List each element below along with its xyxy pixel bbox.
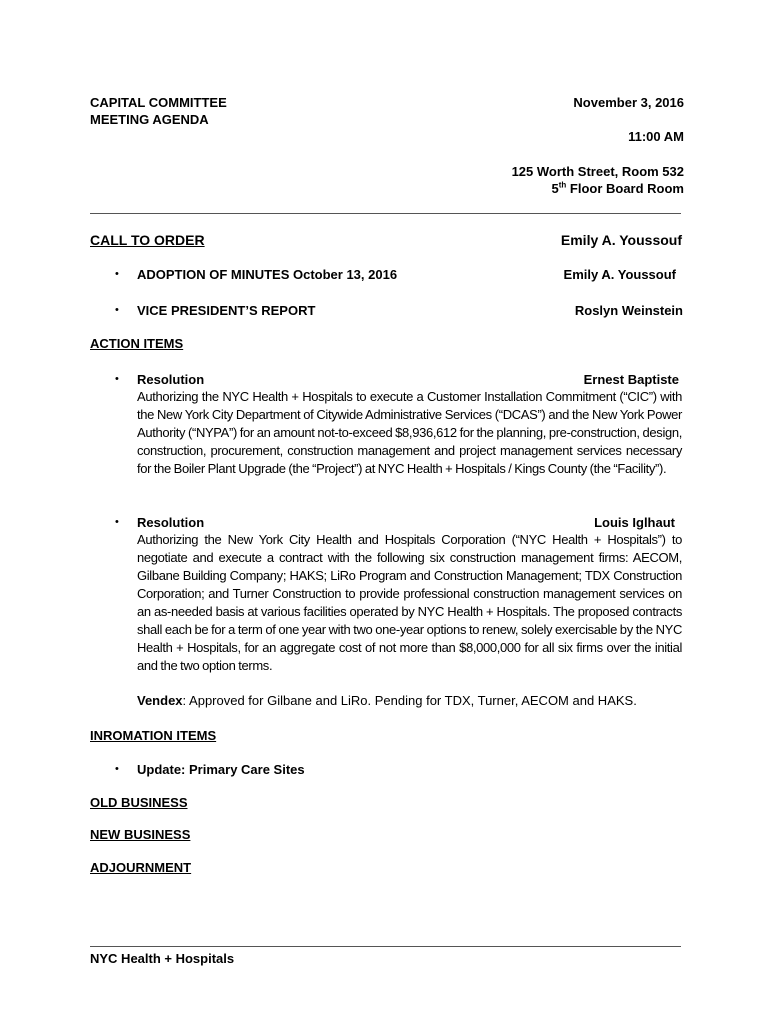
update-item: Update: Primary Care Sites [137, 762, 305, 777]
bullet-icon: • [115, 763, 119, 775]
resolution-1-label: Resolution [137, 372, 205, 387]
footer-text: NYC Health + Hospitals [90, 951, 235, 966]
header-divider [90, 213, 681, 214]
bullet-icon: • [115, 516, 119, 528]
resolution-1-presenter: Ernest Baptiste [583, 372, 679, 387]
committee-title: CAPITAL COMMITTEE [90, 95, 227, 110]
resolution-2-presenter: Louis Iglhaut [594, 515, 675, 530]
meeting-time: 11:00 AM [628, 129, 684, 144]
resolution-1-text: Authorizing the NYC Health + Hospitals to execute a Customer Installation Commitment (“CIC”) with the New York City Department of Citywide Administrative Services (“DCAS”) and the New York Power Authority (“NYPA”) for an amount not-to-exceed $8,936,612 for the planning, pre-construction, design, construction, procurement, construction management and project management services necessary for the Boiler Plant Upgrade (the “Project”) at NYC Health + Hospitals / Kings County (the “Facility”). [137, 389, 682, 476]
vendex-text: : Approved for Gilbane and LiRo. Pending for TDX, Turner, AECOM and HAKS. [182, 693, 637, 708]
footer-divider [90, 946, 681, 947]
new-business-heading: NEW BUSINESS [90, 827, 191, 842]
vendex-label: Vendex [137, 693, 183, 708]
old-business-heading: OLD BUSINESS [90, 795, 188, 810]
bullet-icon: • [115, 268, 119, 280]
call-to-order-heading: CALL TO ORDER [90, 232, 205, 248]
floor-room: Floor Board Room [569, 181, 684, 196]
information-items-heading: INROMATION ITEMS [90, 728, 217, 743]
floor-number: 5 [551, 181, 559, 196]
minutes-presenter: Emily A. Youssouf [563, 267, 676, 282]
resolution-2-label: Resolution [137, 515, 205, 530]
minutes-item: ADOPTION OF MINUTES October 13, 2016 [137, 267, 398, 282]
meeting-room [551, 180, 684, 197]
bullet-icon: • [115, 304, 119, 316]
call-to-order-presenter: Emily A. Youssouf [560, 232, 682, 248]
action-items-heading: ACTION ITEMS [90, 336, 184, 351]
resolution-2-text: Authorizing the New York City Health and Hospitals Corporation (“NYC Health + Hospitals”) to negotiate and execute a contract with the following six construction management firms: AECOM, Gilbane Building Company; HAKS; LiRo Program and Construction Management; TDX Construction Corporation; and Turner Construction to provide professional construction management services on an as-needed basis at various facilities operated by NYC Health + Hospitals. The proposed contracts shall each be for a term of one year with two one-year options to renew, solely exercisable by the NYC Health + Hospitals, for an aggregate cost of not more than $8,000,000 for all six firms over the initial and the two option terms. [137, 532, 682, 673]
bullet-icon: • [115, 373, 119, 385]
vp-report-presenter: Roslyn Weinstein [574, 303, 683, 318]
meeting-address: 125 Worth Street, Room 532 [511, 164, 684, 179]
meeting-date: November 3, 2016 [573, 95, 684, 110]
vp-report-item: VICE PRESIDENT’S REPORT [137, 303, 316, 318]
adjournment-heading: ADJOURNMENT [90, 860, 192, 875]
agenda-title: MEETING AGENDA [90, 112, 209, 127]
vendex-line [137, 692, 637, 709]
floor-suffix: th [558, 180, 567, 190]
